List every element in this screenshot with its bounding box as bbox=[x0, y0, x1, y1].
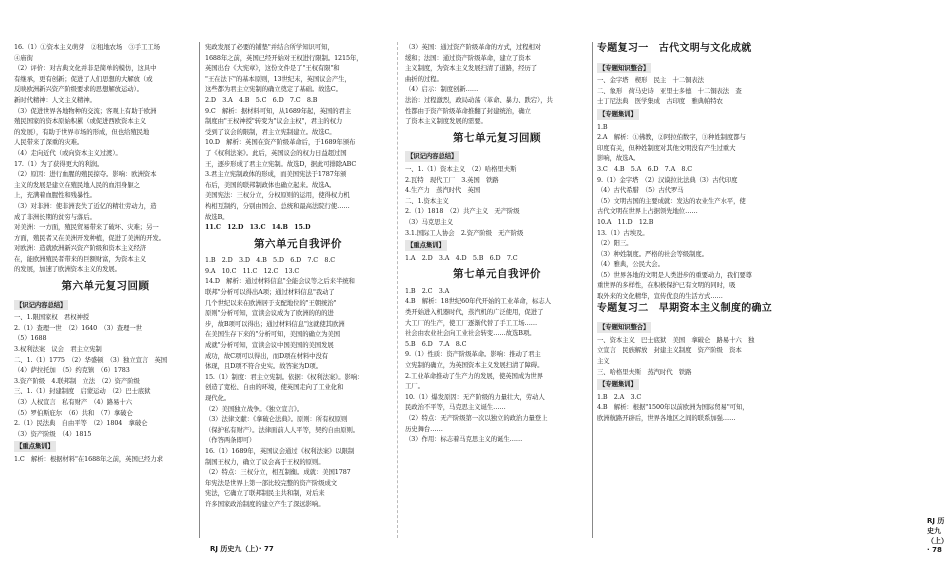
text-line: 3.C 4.B 5.A 6.D 7.A 8.C bbox=[597, 164, 693, 173]
text-line: 13.（1）古埃及。 bbox=[597, 228, 649, 237]
text-line: 9.（1）性质：资产阶级革命。影响：推动了君主 bbox=[405, 350, 541, 359]
text-line: 一、资本主义 巴士底狱 美国 拿破仑 路易十六 独 bbox=[597, 335, 755, 344]
text-line: 16.（1）1689年，英国议会通过《权利法案》以限制 bbox=[205, 446, 355, 455]
answers-block-unit5 bbox=[14, 42, 197, 275]
text-line: 1.B bbox=[597, 122, 608, 131]
text-line: 2.A 解析：①佛教，②阿拉伯数字，③种姓制度都与 bbox=[597, 133, 746, 142]
text-line: 类开始进入机器时代，蒸汽机的广泛使用，促进了 bbox=[405, 308, 544, 317]
text-line: 历史舞台…… bbox=[405, 424, 443, 433]
text-line: 士丁尼法典 医学集成 古印度 雅典帕特农 bbox=[597, 97, 723, 106]
text-line: （4）走向近代（或向资本主义过渡）。 bbox=[14, 148, 122, 157]
section-label: 【重点集训】 bbox=[407, 241, 445, 250]
text-line: 3.君主立宪制政体的形成，而美国宪法于1787年颁 bbox=[205, 170, 347, 179]
answer-line: 11.C 12.D 13.C 14.B 15.D bbox=[205, 223, 311, 232]
text-line: （3）英国：通过资产阶级革命的方式，过程相对 bbox=[405, 43, 542, 51]
right-column-1 bbox=[405, 42, 589, 445]
text-line: （4）雅典，公民大会。 bbox=[597, 260, 664, 269]
key-practice-block bbox=[14, 454, 197, 465]
text-line: 创造了宽松、自由的环境，使英国走向了工业化和 bbox=[205, 383, 344, 392]
text-line: 取外来的文化精华，宣传优良的生活方式…… bbox=[597, 292, 723, 301]
text-line: 了资本主义制度发展的需要。 bbox=[405, 117, 487, 126]
text-line: （3）法律文献：《拿破仑法典》。原则：所有权原则 bbox=[205, 415, 348, 424]
text-line: 布后，美国的联邦制政体也确立起来。故选A。 bbox=[205, 180, 336, 189]
text-line: 主义的发展是建立在殖民地人民的血泪身躯之 bbox=[14, 180, 140, 189]
text-line: （4）萨拉托加 （5）约克镇 （6）1783 bbox=[14, 366, 130, 375]
text-line: 联邦"分析可以得出A项；通过材料信息"我动了 bbox=[205, 288, 335, 297]
left-column-1 bbox=[14, 42, 197, 465]
text-line: 宪政发展了必要的铺垫"并结合所学知识可知， bbox=[205, 43, 334, 51]
text-line: 性都由于资产阶级革命推翻了封建统治，确立 bbox=[405, 106, 531, 115]
text-line: （4）古代希腊 （5）古代罗马 bbox=[597, 186, 684, 195]
text-line: （4）启示：制度创新…… bbox=[405, 85, 479, 94]
text-line: 1.B 2.A 3.C bbox=[597, 392, 642, 401]
unit-title: 第七单元自我评价 bbox=[453, 268, 541, 281]
text-line: 反映欧洲新兴资产阶级要求的思想解放运动）。 bbox=[14, 85, 143, 94]
text-line: 制国王权力，确立了议会高于王权的原则。 bbox=[205, 457, 325, 466]
text-line: 2.瓦特 现代工厂 3.英国 铁路 bbox=[405, 175, 499, 184]
answers-block-continued bbox=[405, 42, 589, 127]
text-line: 1.B 2.D 3.D 4.B 5.D 6.D 7.C 8.C bbox=[205, 256, 336, 265]
text-line: 三、哈格里夫斯 蒸汽时代 铁路 bbox=[597, 367, 692, 376]
text-line: 二、1.资本主义 bbox=[405, 196, 449, 205]
text-line: 1.B 2.C 3.A bbox=[405, 286, 450, 295]
text-line: 5.B 6.D 7.A 8.C bbox=[405, 339, 467, 348]
section-label: 【专题集训】 bbox=[599, 380, 637, 389]
topic-title: 专题复习二 早期资本主义制度的确立 bbox=[597, 302, 773, 314]
text-line: （2）评价：对古典文化并非是简单的模仿，这具中 bbox=[14, 64, 157, 73]
text-line: 几个世纪以来在欧洲居于支配地位的"王朝统治" bbox=[205, 298, 337, 307]
right-page bbox=[397, 0, 945, 568]
text-line: 二、1.（1）1775 （2）华盛顿 （3）独立宣言 英国 bbox=[14, 355, 168, 364]
review-summary-block bbox=[405, 164, 589, 238]
text-line: 三、1.（1）封建制度 启蒙运动 （2）巴士底狱 bbox=[14, 387, 151, 396]
text-line: 人民带来了深重的灾难。 bbox=[14, 138, 84, 147]
text-line: 对美洲：一方面，殖民贸易带来了破坏、灾难；另一 bbox=[14, 223, 159, 232]
text-line: （保护私有财产）。法律面前人人平等，契约自由原则。 bbox=[205, 425, 360, 434]
text-line: 工厂。 bbox=[405, 382, 424, 391]
text-line: 主义制度，为资本主义发展扫清了道路，经历了 bbox=[405, 64, 538, 73]
text-line: 制度由"王权神授"转变为"议会主权"，君主的权力 bbox=[205, 117, 343, 126]
text-line: 许多国家政治制度的建立产生了深远影响。 bbox=[205, 499, 325, 508]
text-line: 有继承，更有创新；促进了人们思想的大解放（或 bbox=[14, 74, 153, 83]
text-line: 4.生产力 蒸汽时代 英国 bbox=[405, 186, 481, 195]
text-line: （作答两条即可） bbox=[205, 436, 256, 445]
text-line: 美国宪法：三权分立，分权原则的运用，使得权力机 bbox=[205, 191, 350, 200]
text-line: 17.（1）为了获得更大的利润。 bbox=[14, 159, 104, 168]
right-column-2 bbox=[597, 42, 782, 424]
text-line: 曲折的过程。 bbox=[405, 74, 443, 83]
topic-summary-block bbox=[597, 335, 782, 377]
text-line: 法治：过程激烈，政局动荡（革命、暴力、跌宕），共 bbox=[405, 95, 553, 104]
self-evaluation-block bbox=[205, 255, 391, 509]
text-line: 的发展，加速了欧洲资本主义的发展。 bbox=[14, 265, 121, 274]
unit-title: 第六单元自我评价 bbox=[254, 237, 342, 250]
text-line: 9.A 10.C 11.C 12.C 13.C bbox=[205, 266, 300, 275]
text-line: 宪法，它确立了联邦制民主共和制，对后来 bbox=[205, 489, 325, 498]
text-line: （2）原因：进行血腥的殖民掠夺。影响：欧洲资本 bbox=[14, 170, 157, 179]
text-line: "王在法下"的基本原则，13世纪末，英国议会产生， bbox=[205, 74, 351, 83]
text-line: 社会由农业社会向工业社会转变……故选B项。 bbox=[405, 329, 536, 338]
text-line: 构相互制约，分别由国会、总统和最高法院行使…… bbox=[205, 201, 350, 210]
text-line: （5）世界各地的文明是人类进步的重要动力，我们要尊 bbox=[597, 270, 752, 279]
text-line: 10.A 11.D 12.B bbox=[597, 217, 654, 226]
text-line: 王，逐步形成了君主立宪制。故选D，据此可排除ABC bbox=[205, 159, 357, 168]
text-line: （3）促进世界各地物种的交流；客观上有助于欧洲 bbox=[14, 106, 157, 115]
text-line: （2）特点：无产阶级第一次以独立的政治力量登上 bbox=[405, 414, 548, 422]
text-line: 9.C 解析：据材料可知，从1689年起，英国的君主 bbox=[205, 106, 352, 115]
answers-block-explanations bbox=[205, 42, 391, 222]
section-label: 【识记内容总结】 bbox=[407, 152, 458, 161]
text-line: （3）人权宣言 私有财产 （4）路易十六 bbox=[14, 398, 132, 406]
text-line: （2）阳三。 bbox=[597, 239, 633, 248]
key-practice-block bbox=[405, 253, 589, 264]
text-line: 2.（1）民法典 自由平等 （2）1804 拿破仑 bbox=[14, 419, 148, 428]
text-line: 故选B。 bbox=[205, 212, 229, 221]
text-line: （3）对非洲：使非洲丧失了近亿的精壮劳动力，造 bbox=[14, 201, 157, 210]
text-line: 1.C 解析：根据材料"在1688年之前，英国已经力求 bbox=[14, 454, 163, 463]
text-line: 年宪法是世界上第一部比较完整的资产阶级成文 bbox=[205, 478, 338, 487]
unit-title: 第七单元复习回顾 bbox=[453, 131, 541, 144]
text-line: 上，充满着血腥性和残暴性。 bbox=[14, 191, 96, 200]
text-line: 英国出台《大宪章》，这份文件是了"王权有限"和 bbox=[205, 64, 340, 73]
text-line: 二、象形 荷马史诗 亚里士多德 十二铜表法 查 bbox=[597, 86, 742, 95]
text-line: 主义 bbox=[597, 357, 610, 366]
text-line: 缓和；法国：通过资产阶级革命，建立了资本 bbox=[405, 53, 531, 62]
text-line: 10.（1）爆发原因：无产阶级的力量壮大，劳动人 bbox=[405, 392, 545, 401]
text-line: 印度有关，但种姓制度对其他文明没有产生过重大 bbox=[597, 143, 736, 152]
text-line: 10.D 解析：英国在资产阶级革命后，于1689年颁布 bbox=[205, 138, 356, 147]
text-line: 一、1.（1）资本主义 （2）哈格里夫斯 bbox=[405, 164, 517, 173]
text-line: 古代文明在世界上占据领先地位…… bbox=[597, 207, 698, 216]
section-label: 【专题知识整合】 bbox=[599, 323, 650, 332]
column-divider bbox=[199, 42, 200, 538]
text-line: 这些都为君主立宪制的确立奠定了基础。故选C。 bbox=[205, 85, 342, 94]
text-line: 2.工业革命推动了生产力的发展，使英国成为世界 bbox=[405, 371, 543, 380]
text-line: 的发展），有助于世界市场的形成，但也给殖民地 bbox=[14, 127, 150, 136]
topic-practice-block bbox=[597, 392, 782, 424]
text-line: （2）美国独立战争。《独立宣言》。 bbox=[205, 404, 304, 413]
section-label: 【识记内容总结】 bbox=[16, 300, 67, 309]
topic-practice-block bbox=[597, 122, 782, 302]
text-line: 欧洲航路开辟后，世界各地区之间的联系加强…… bbox=[597, 414, 736, 422]
text-line: （5）文明古国的主要成就：发达的农业生产水平，使 bbox=[597, 196, 746, 205]
text-line: 成了非洲长期的贫穷与落后。 bbox=[14, 212, 96, 221]
review-summary-block bbox=[14, 312, 197, 439]
text-line: 成功，故C项可以得出，而D项在材料中没有 bbox=[205, 351, 329, 360]
text-line: 4.B 解析：18世纪60年代开始的工业革命，标志人 bbox=[405, 297, 551, 306]
text-line: 新时代精神：人文主义精神。 bbox=[14, 95, 96, 104]
text-line: 16.（1）①资本主义萌芽 ②租地农场 ③手工工场 bbox=[14, 43, 160, 51]
text-line: 体现，且D项不符合史实。故答案为D项。 bbox=[205, 362, 322, 371]
text-line: 成就"分析可知，宣读会议中国美国的美国发展 bbox=[205, 341, 334, 350]
left-column-2 bbox=[205, 42, 391, 510]
page-number: RJ 历史九（上）· 78 bbox=[927, 517, 945, 554]
text-line: 立宪制的确立，为英国资本主义发展扫清了障碍。 bbox=[405, 361, 544, 370]
text-line: （5）1688 bbox=[14, 334, 47, 343]
text-line: 受到了议会的限制，君主立宪制建立。故选C。 bbox=[205, 127, 336, 136]
page-number: RJ 历史九（上）· 77 bbox=[210, 545, 274, 553]
text-line: 步，故B项可以得出；通过材料信息"这就使其欧洲 bbox=[205, 319, 345, 328]
text-line: 一、金字塔 楔形 民主 十二铜表法 bbox=[597, 76, 704, 85]
text-line: 在美国生存下来的"分析可知，美国的确立为美国 bbox=[205, 330, 340, 339]
text-line: 现代化。 bbox=[205, 394, 231, 402]
topic-summary-block bbox=[597, 75, 782, 107]
text-line: （3）资产阶级 （4）1815 bbox=[14, 429, 92, 438]
self-evaluation-block bbox=[405, 286, 589, 445]
text-line: 2.（1）1818 （2）共产主义 无产阶级 bbox=[405, 207, 520, 216]
text-line: （5）罗伯斯庇尔 （6）共和 （7）拿破仑 bbox=[14, 408, 133, 417]
text-line: 15.（1）制度：君主立宪制。依据：《权利法案》。影响： bbox=[205, 372, 364, 381]
text-line: 了《权利法案》。此后，英国议会的权力日益超过国 bbox=[205, 148, 347, 157]
text-line: 殖民国家的资本原始积累（或促进西欧资本主义 bbox=[14, 117, 147, 126]
text-line: 1.A 2.D 3.A 4.D 5.B 6.D 7.C bbox=[405, 253, 518, 262]
text-line: 1688年之前，英国已经开始对王权进行限制。1215年， bbox=[205, 53, 363, 62]
unit-title: 第六单元复习回顾 bbox=[61, 280, 150, 293]
text-line: （2）特点：三权分立，相互制衡。成就：美国1787 bbox=[205, 468, 351, 477]
text-line: 9.（1）金字塔 （2）汉谟拉比法典（3）古代印度 bbox=[597, 175, 738, 184]
text-line: （3）种姓制度。严格的社会等级制度。 bbox=[597, 249, 708, 258]
text-line: 民政治不平等，马克思主义诞生…… bbox=[405, 403, 506, 412]
text-line: 3.资产阶级 4.联邦制 立法 （2）资产阶级 bbox=[14, 376, 140, 385]
text-line: ④庙街 bbox=[14, 53, 33, 62]
section-label: 【专题知识整合】 bbox=[599, 63, 650, 72]
text-line: 3.权利法案 议会 君主立宪制 bbox=[14, 345, 102, 354]
text-line: 重世界的多样性，在积极保护已有文明的同时，吸 bbox=[597, 281, 736, 290]
text-line: 14.D 解析：通过材料信息"全能会议等之后来半统和 bbox=[205, 277, 355, 286]
text-line: 对欧洲：造就欧洲新兴资产阶级和资本主义经济 bbox=[14, 244, 147, 253]
text-line: 一、1.限国家权 君权神授 bbox=[14, 313, 90, 322]
text-line: 立宣言 民族解放 封建主义制度 资产阶级 资本 bbox=[597, 346, 742, 355]
text-line: （3）作用：标志着马克思主义的诞生…… bbox=[405, 435, 523, 444]
text-line: 在，能欧洲殖民者带来的巨额财富，为资本主义 bbox=[14, 254, 147, 263]
topic-title: 专题复习一 古代文明与文化成就 bbox=[597, 43, 752, 54]
text-line: 4.B 解析：根据"1500年以前欧洲为国际贸易"可知， bbox=[597, 403, 749, 412]
text-line: 2.（1）查理一世 （2）1640 （3）查理一世 bbox=[14, 323, 142, 332]
text-line: 原则"分析可知，宣读会议成为了欧洲的的的进 bbox=[205, 309, 334, 318]
text-line: 2.D 3.A 4.B 5.C 6.D 7.C 8.B bbox=[205, 95, 318, 104]
text-line: 方面，殖民者又在美洲开发种植，促进了美洲的开发。 bbox=[14, 233, 165, 242]
text-line: 影响，故选A。 bbox=[597, 154, 640, 163]
section-label: 【专题集训】 bbox=[599, 109, 637, 118]
text-line: 3.1.国际工人协会 2.资产阶级 无产阶级 bbox=[405, 228, 524, 237]
text-line: （3）马克思主义 bbox=[405, 217, 454, 226]
text-line: 大工厂的生产，使工厂逐渐代替了手工工场…… bbox=[405, 318, 538, 327]
section-label: 【重点集训】 bbox=[16, 442, 54, 451]
